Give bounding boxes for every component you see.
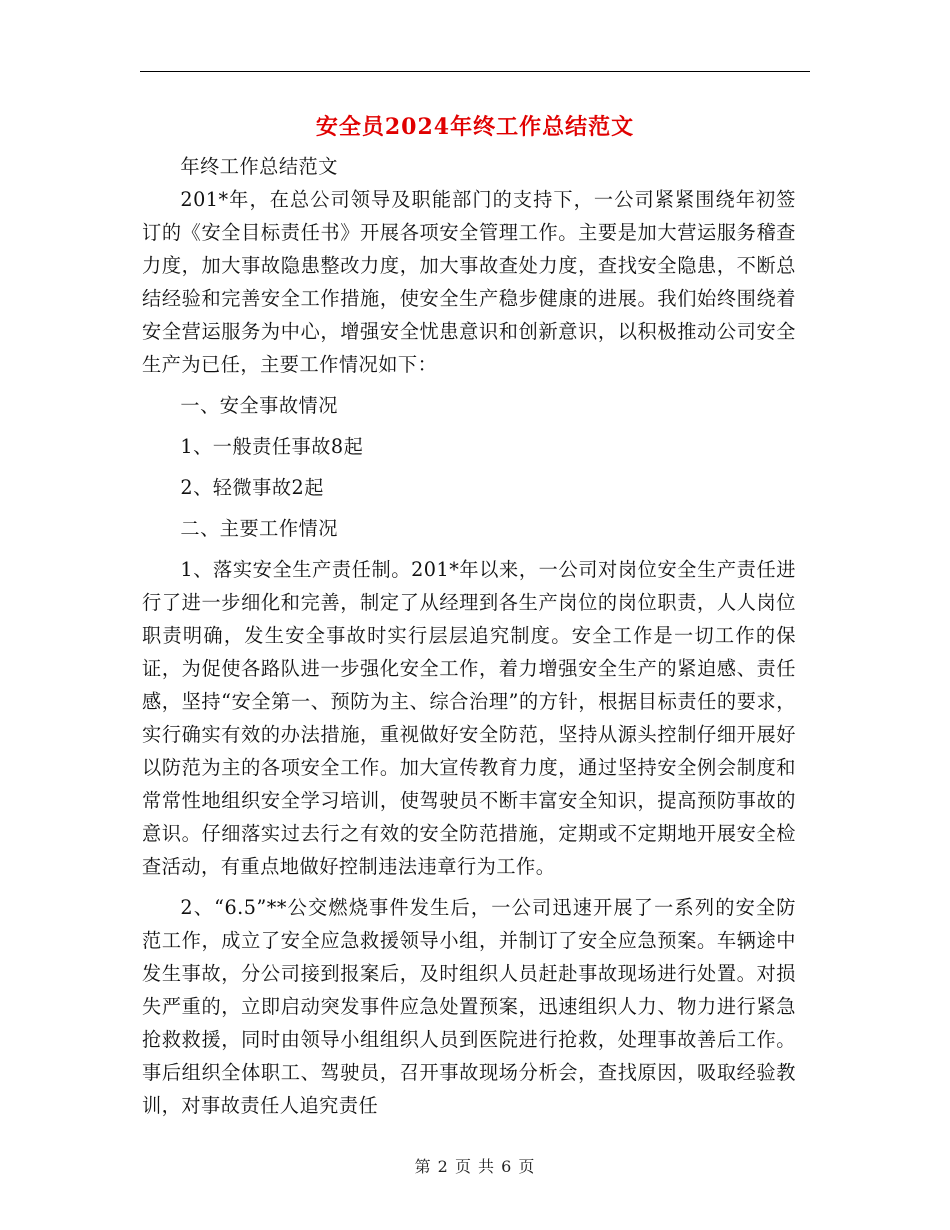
paragraph-emergency: 2、“6.5”**公交燃烧事件发生后，一公司迅速开展了一系列的安全防范工作，成立了安全应急救援领导小组，并制订了安全应急预案。车辆途中发生事故，分公司接到报案后，及时组织人员赶赴事故现场进行处置。对损失严重的，立即启动突发事件应急处置预案，迅速组织人力、物力进行紧急抢救救援，同时由领导小组组织人员到医院进行抢救，处理事故善后工作。事后组织全体职工、驾驶员，召开事故现场分析会，查找原因，吸取经验教训，对事故责任人追究责任 <box>142 896 796 1117</box>
paragraph-subtitle: 年终工作总结范文 <box>180 155 338 178</box>
paragraph-responsibility: 1、落实安全生产责任制。201*年以来，一公司对岗位安全生产责任进行了进一步细化和完善，制定了从经理到各生产岗位的岗位职责，人人岗位职责明确，发生安全事故时实行层层追究制度。安全工作是一切工作的保证，为促使各路队进一步强化安全工作，着力增强安全生产的紧迫感、责任感，坚持“安全第一、预防为主、综合治理”的方针，根据目标责任的要求，实行确实有效的办法措施，重视做好安全防范，坚持从源头控制仔细开展好以防范为主的各项安全工作。加大宣传教育力度，通过坚持安全例会制度和常常性地组织安全学习培训，使驾驶员不断丰富安全知识，提高预防事故的意识。仔细落实过去行之有效的安全防范措施，定期或不定期地开展安全检查活动，有重点地做好控制违法违章行为工作。 <box>142 558 796 878</box>
section-heading-main-work: 二、主要工作情况 <box>180 517 338 540</box>
paragraph-intro: 201*年，在总公司领导及职能部门的支持下，一公司紧紧围绕年初签订的《安全目标责任书》开展各项安全管理工作。主要是加大营运服务稽查力度，加大事故隐患整改力度，加大事故查处力度，查找安全隐患，不断总结经验和完善安全工作措施，使安全生产稳步健康的进展。我们始终围绕着安全营运服务为中心，增强安全忧患意识和创新意识，以积极推动公司安全生产为已任，主要工作情况如下： <box>142 188 796 376</box>
document-body <box>142 150 796 1122</box>
section-heading-accidents: 一、安全事故情况 <box>180 394 338 417</box>
header-rule <box>140 71 810 72</box>
page-footer: 第 2 页 共 6 页 <box>414 1157 536 1176</box>
document-title: 安全员2024年终工作总结范文 <box>315 114 635 140</box>
list-item-general-accidents: 1、一般责任事故8起 <box>180 435 364 458</box>
list-item-minor-accidents: 2、轻微事故2起 <box>180 476 324 499</box>
